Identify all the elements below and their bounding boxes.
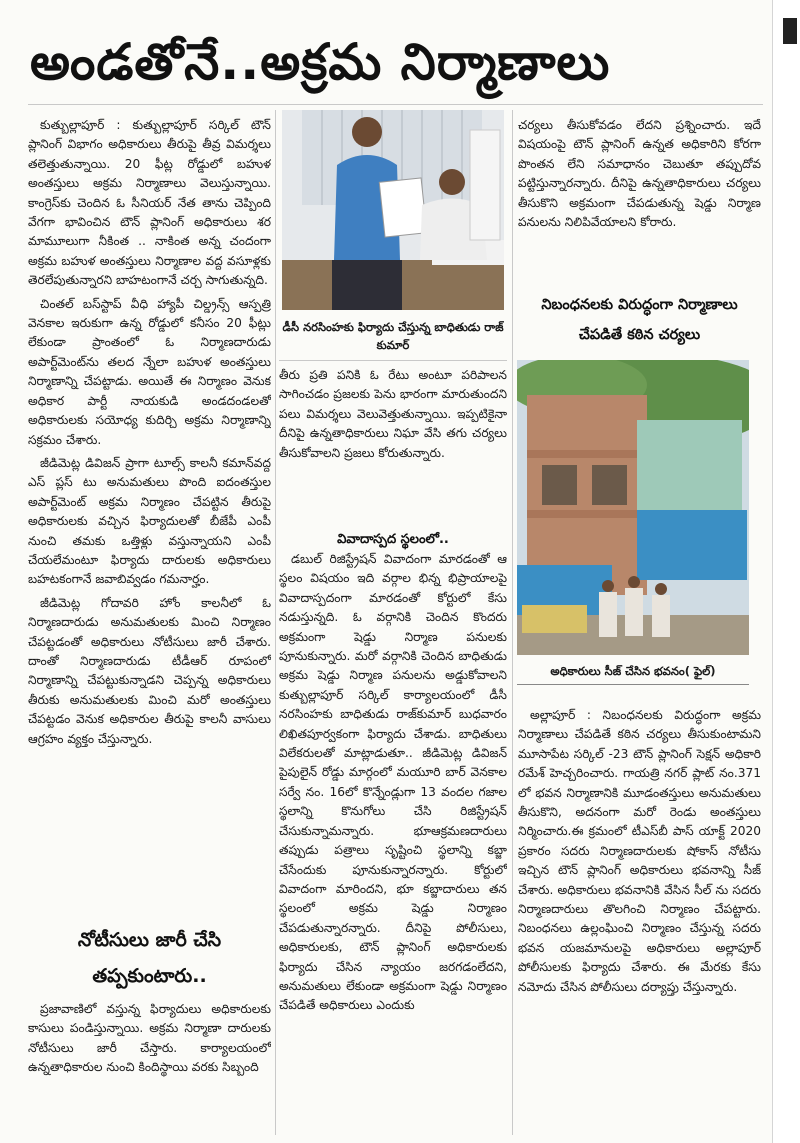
article-paragraph: చర్యలు తీసుకోవడం లేదని ప్రశ్నించారు. ఇదే విషయంపై టౌన్ ప్లానింగ్ ఉన్నత అధికారిని కోరగా పొంతన లేని సమాధానం చెబుతూ తప్పుదోవ పట్టిస్తున్నారన్నారు. దీనిపై ఉన్నతాధికారులు చర్యలు తీసుకొని అక్రమంగా చేపడుతున్న షెడ్డు నిర్మాణ పనులను నిలిపివేయాలని కోరారు. xyxy=(518,118,761,230)
column-divider xyxy=(512,110,513,1135)
complaint-photo-illustration xyxy=(282,110,504,310)
article-paragraph: జీడిమెట్ల గోదావరి హోం కాలనీలో ఓ నిర్మాణదారుడు అనుమతులకు మించి నిర్మాణం చేపట్టడంతో అధికారులు నోటీసులు జారీ చేశారు. దాంతో నిర్మాణదారుడు టీడీఆర్ రూపంలో నిర్మాణాన్ని చేపట్టుకున్నాడని చెప్పన్న అధికారులు తీరుకు అనుమతులకు మించి మరో అంతస్తులు చేపట్టడం వెనుక అధికారుల తీరుపై కాలనీ వాసులు ఆగ్రహం వ్యక్తం చేస్తున్నారు. xyxy=(28,595,271,746)
column-divider xyxy=(275,110,276,1135)
sealed-building-illustration xyxy=(517,360,749,655)
subheading-rules: నిబంధనలకు విరుద్ధంగా నిర్మాణాలు చేపడితే కఠిన చర్యలు xyxy=(541,297,738,343)
sealed-building-photo xyxy=(517,360,749,655)
subheading-notices: నోటీసులు జారీ చేసి తప్పకుంటారు.. xyxy=(77,929,222,987)
adjacent-page-mark xyxy=(783,18,797,44)
article-column-2 xyxy=(279,366,507,526)
article-column-3-continued xyxy=(518,706,761,1136)
headline-rule xyxy=(28,104,763,105)
article-paragraph: జీడిమెట్ల డివిజన్ ప్రాగా టూల్స్ కాలనీ కమాన్‌వద్ద ఎస్ ప్లస్ టు అనుమతులు పొంది ఐదంతస్తుల అపార్ట్‌మెంట్ అక్రమ నిర్మాణం చేపట్టిన తీరుపై అధికారులకు వచ్చిన ఫిర్యాదులతో బీజేపీ ఎంపీ నుంచి తమకు ఒత్తిళ్లు వస్తున్నాయని ఎంపీ చేయలేమంటూ ఫిర్యాదు దారులకు అధికారులు బహటకంగానే జవాబివ్వడం గమనార్హం. xyxy=(28,455,271,587)
adjacent-page-edge xyxy=(772,0,800,1143)
article-column-1 xyxy=(28,116,271,916)
article-paragraph: కుత్బుల్లాపూర్ : కుత్బుల్లాపూర్ సర్కిల్ టౌన్ ప్లానింగ్ విభాగం అధికారులు తీరుపై తీవ్ర విమర్శలు తలెత్తుతున్నాయి. 20 ఫీట్ల రోడ్డులో బహుళ అంతస్తులు అక్రమ నిర్మాణాలు వెలుస్తున్నాయి. కాంగ్రెస్‌కు చెందిన ఓ సీనియర్ నేత తాను చెప్పింది వేగగా భావించిన టౌన్ ప్లానింగ్ అధికారులు శర మామూలుగా నీకింత .. నాకింత అన్న చందంగా అక్రమ బహుళ అంతస్తులు నిర్మాణాల వద్ద వసూళ్లకు తెరలేపుతున్నారని బాహటంగానే చర్చ సాగుతున్నది. xyxy=(28,118,271,288)
caption-rule xyxy=(279,360,507,361)
article-paragraph: అల్లాపూర్ : నిబంధనలకు విరుద్ధంగా అక్రమ నిర్మాణాలు చేపడితే కఠిన చర్యలు తీసుకుంటామని మూసాపేట సర్కిల్ -23 టౌన్ ప్లానింగ్ సెక్షన్ అధికారి రమేశ్ హెచ్చరించారు. గాయత్రి నగర్ ప్లాట్ నం.371 లో భవన నిర్మాణానికి మూడంతస్తులు అనుమతులు తీసుకొని, అదనంగా మరో రెండు అంతస్తులు నిర్మించారు.ఈ క్రమంలో టీఎస్‌బీ పాస్ యాక్ట్ 2020 ప్రకారం సదరు నిర్మాణదారులకు షోకాస్ నోటీసు ఇచ్చిన టౌన్ ప్లానింగ్ అధికారులు భవనాన్ని సీజ్ చేశారు. అధికారులు భవనానికి వేసిన సీల్ ను సదరు నిర్మాణదారులు తొలగించి నిర్మాణం చేపట్టారు. నిబంధనలు ఉల్లంఘించి నిర్మాణం చేస్తున్న సదరు భవన యజమానులపై అధికారులు అల్లాపూర్ పోలీసులకు ఫిర్యాదు చేశారు. ఈ మేరకు కేసు నమోదు చేసిన పోలీసులు దర్యాప్తు చేస్తున్నారు. xyxy=(518,708,761,994)
article-paragraph: చింతల్ బస్‌స్టాప్ వీధి హ్యాపీ చిల్డ్రన్స్ ఆస్పత్రి వెనకాల ఇరుకుగా ఉన్న రోడ్డులో కనీసం 20 ఫీట్లు లేకుండా ప్రాంతంలో ఓ నిర్మాణదారుడు అపార్ట్‌మెంట్‌ను తలద న్నేలా బహుళ అంతస్తులు నిర్మాణాన్ని చేపట్టాడు. అయితే ఈ నిర్మాణం వెనుక అధికార పార్టీ నాయకుడి అండదండలతో అధికారులకు సయోధ్య కుదిర్చి అక్రమ నిర్మాణాన్ని సక్రమం చేశారు. xyxy=(28,296,271,447)
article-column-2-continued xyxy=(279,550,507,1135)
complaint-photo xyxy=(282,110,504,310)
photo-caption: అధికారులు సీజ్ చేసిన భవనం( ఫైల్) xyxy=(517,662,749,685)
article-paragraph: ప్రజావాణిలో వస్తున్న ఫిర్యాదులు అధికారులకు కాసులు పండిస్తున్నాయి. అక్రమ నిర్మాణా దారులకు నోటీసులు జారీ చేస్తారు. కార్యాలయంలో ఉన్నతాధికారుల నుంచి కిందిస్థాయి వరకు సిబ్బంది xyxy=(28,1002,271,1075)
article-paragraph: తీరు ప్రతి పనికి ఓ రేటు అంటూ పరిపాలన సాగించడం ప్రజలకు పెను భారంగా మారుతుందని పలు విమర్శలు వెలువెత్తుతున్నాయి. ఇప్పటికైనా దీనిపై ఉన్నతాధికారులు నిఘా వేసి తగు చర్యలు తీసుకోవాలని ప్రజలు కోరుతున్నారు. xyxy=(279,368,507,460)
subheading-dispute: వివాదాస్పద స్థలంలో.. xyxy=(337,532,449,547)
article-paragraph: డబుల్ రిజిస్ట్రేషన్ వివాదంగా మారడంతో ఆ స్థలం విషయం ఇది వర్గాల భిన్న భిప్రాయాలపై వివాదాస్పదంగా మారడంతో కోర్టులో కేసు నడుస్తున్నది. ఓ వర్గానికి చెందిన కొందరు అక్రమంగా షెడ్డు నిర్మాణ పనులకు పూనుకున్నారు. మరో వర్గానికి చెందిన బాధితుడు అక్రమ షెడ్డు నిర్మాణ పనులను అడ్డుకోవాలని కుత్బుల్లాపూర్ సర్కిల్ కార్యాలయంలో డీసీ నరసింహకు బాధితుడు రాజ్‌కుమార్ బుధవారం లిఖితపూర్వకంగా ఫిర్యాదు చేశాడు. బాధితులు విలేకరులతో మాట్లాడుతూ.. జీడిమెట్ల డివిజన్ పైపులైన్ రోడ్డు మార్గంలో మయూరి బార్ వెనకాల సర్వే నం. 16లో కొన్నేండ్లుగా 13 వందల గజాల స్థలాన్ని కొనుగోలు చేసి రిజిస్ట్రేషన్ చేసుకున్నామన్నారు. భూఆక్రమణదారులు తప్పుడు పత్రాలు సృష్టించి స్థలాన్ని కబ్జా చేసేందుకు పూనుకున్నారన్నారు. కోర్టులో వివాదంగా మారిందని, భూ కబ్జాదారులు తన స్థలంలో అక్రమ షెడ్డు నిర్మాణం చేపడుతున్నారన్నారు. దీనిపై పోలీసులు, అధికారులకు, టౌన్ ప్లానింగ్ అధికారులకు ఫిర్యాదు చేసిన న్యాయం జరగడంలేదని, అనుమతులు లేకుండా అక్రమంగా షెడ్డు నిర్మాణం చేపడితే అధికారులు ఎందుకు xyxy=(279,552,507,1013)
photo-caption: డీసీ నరసింహకు ఫిర్యాదు చేస్తున్న బాధితుడు రాజ్ కుమార్ xyxy=(282,320,504,352)
article-column-1-continued xyxy=(28,1000,271,1135)
article-column-3 xyxy=(518,116,761,281)
page-headline: అండతోనే..అక్రమ నిర్మాణాలు xyxy=(30,33,611,91)
